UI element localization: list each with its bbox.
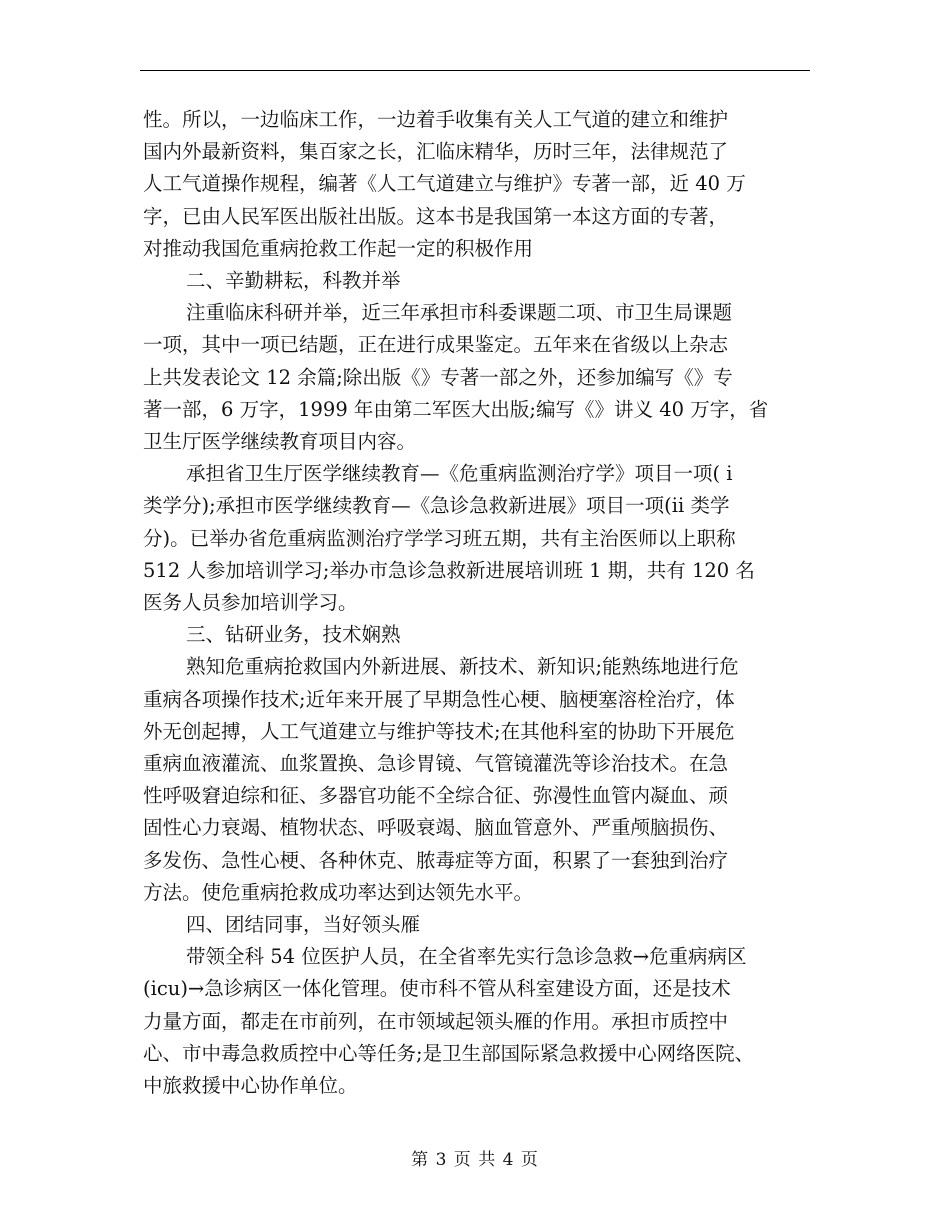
text-line: 一项，其中一项已结题，正在进行成果鉴定。五年来在省级以上杂志 [143, 333, 729, 357]
text-line: 带领全科 54 位医护人员，在全省率先实行急诊急救→危重病病区 [186, 945, 747, 969]
text-line: 多发伤、急性心梗、各种休克、脓毒症等方面，积累了一套独到治疗 [143, 848, 729, 872]
text-line: 医务人员参加培训学习。 [143, 591, 358, 615]
text-line: 著一部，6 万字，1999 年由第二军医大出版;编写《》讲义 40 万字，省 [143, 397, 769, 421]
text-line: 二、辛勤耕耘，科教并举 [186, 269, 401, 293]
text-line: 字，已由人民军医出版社出版。这本书是我国第一本这方面的专著， [143, 204, 729, 228]
text-line: 心、市中毒急救质控中心等任务;是卫生部国际紧急救援中心网络医院、 [143, 1041, 755, 1065]
text-line: 注重临床科研并举，近三年承担市科委课题二项、市卫生局课题 [186, 301, 733, 325]
text-line: 外无创起搏，人工气道建立与维护等技术;在其他科室的协助下开展危 [143, 719, 735, 743]
text-line: 卫生厅医学继续教育项目内容。 [143, 430, 417, 454]
text-line: 国内外最新资料，集百家之长，汇临床精华，历时三年，法律规范了 [143, 140, 729, 164]
text-line: 上共发表论文 12 余篇;除出版《》专著一部之外，还参加编写《》专 [143, 365, 733, 389]
text-line: 性呼吸窘迫综和征、多器官功能不全综合征、弥漫性血管内凝血、顽 [143, 784, 729, 808]
text-line: 重病各项操作技术;近年来开展了早期急性心梗、脑梗塞溶栓治疗，体 [143, 687, 735, 711]
text-line: 方法。使危重病抢救成功率达到达领先水平。 [143, 880, 534, 904]
text-line: 重病血液灌流、血浆置换、急诊胃镜、气管镜灌洗等诊治技术。在急 [143, 752, 729, 776]
text-line: 熟知危重病抢救国内外新进展、新技术、新知识;能熟练地进行危 [186, 655, 739, 679]
header-rule [140, 70, 810, 71]
text-line: 对推动我国危重病抢救工作起一定的积极作用 [143, 236, 534, 260]
text-line: 性。所以，一边临床工作，一边着手收集有关人工气道的建立和维护 [143, 108, 729, 131]
page-footer: 第 3 页 共 4 页 [411, 1150, 539, 1170]
text-line: 承担省卫生厅医学继续教育—《危重病监测治疗学》项目一项( i [186, 462, 733, 486]
text-line: 力量方面，都走在市前列，在市领域起领头雁的作用。承担市质控中 [143, 1009, 729, 1033]
text-line: 人工气道操作规程，编著《人工气道建立与维护》专著一部，近 40 万 [143, 172, 746, 196]
text-line: 四、团结同事，当好领头雁 [186, 913, 421, 937]
text-line: 分)。已举办省危重病监测治疗学学习班五期，共有主治医师以上职称 [143, 526, 736, 550]
text-line: 中旅救援中心协作单位。 [143, 1074, 358, 1098]
text-line: (icu)→急诊病区一体化管理。使市科不管从科室建设方面，还是技术 [143, 977, 731, 1001]
text-line: 类学分);承担市医学继续教育—《急诊急救新进展》项目一项(ii 类学 [143, 494, 730, 518]
document-body [143, 104, 815, 1102]
text-line: 三、钻研业务，技术娴熟 [186, 623, 401, 647]
text-line: 固性心力衰竭、植物状态、呼吸衰竭、脑血管意外、严重颅脑损伤、 [143, 816, 729, 840]
text-line: 512 人参加培训学习;举办市急诊急救新进展培训班 1 期，共有 120 名 [143, 558, 755, 582]
